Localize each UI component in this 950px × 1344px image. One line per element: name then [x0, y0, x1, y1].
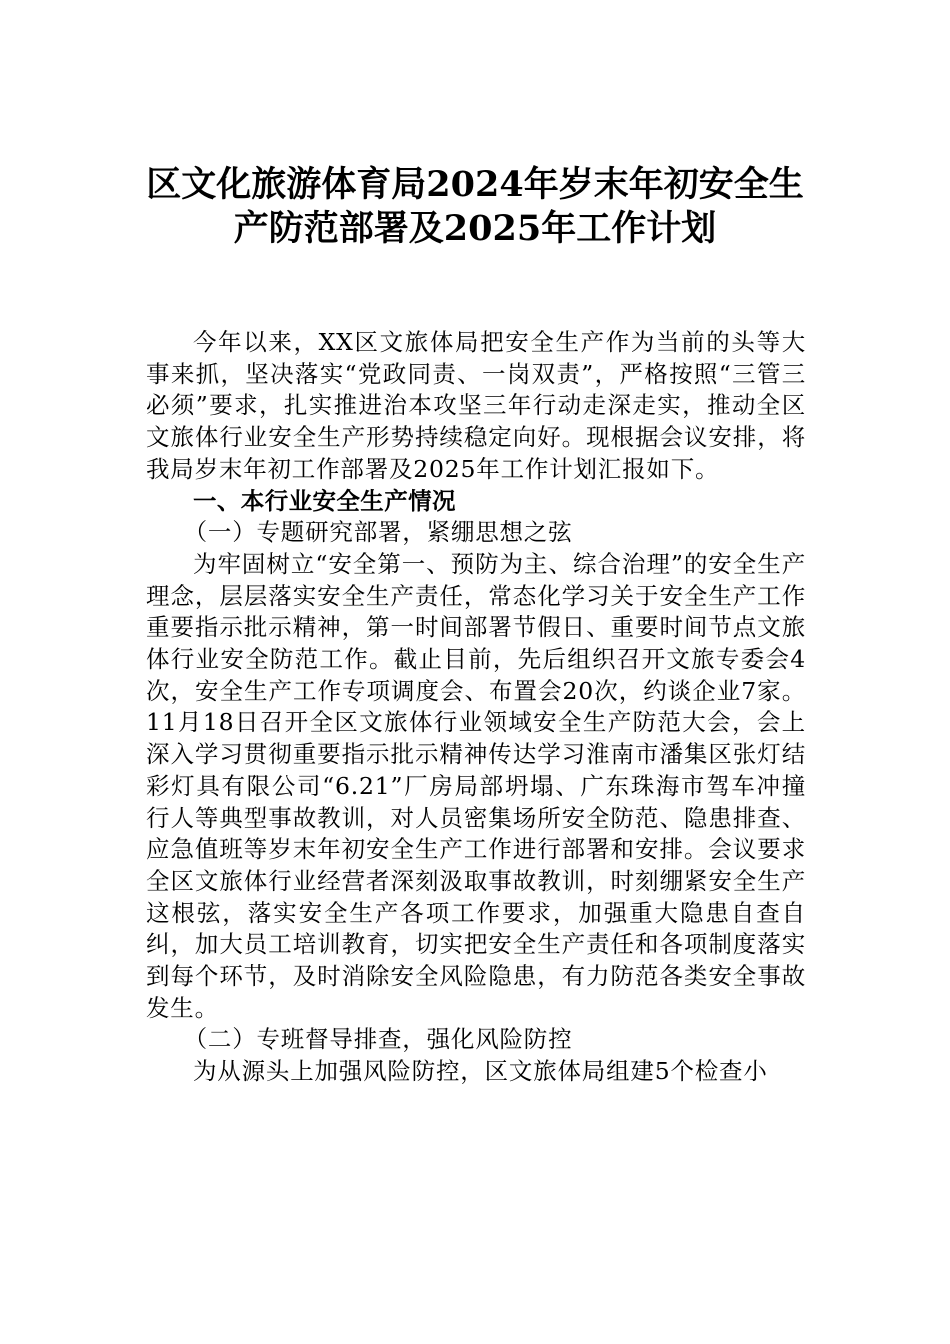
body-paragraph: 为牢固树立“安全第一、预防为主、综合治理”的安全生产理念，层层落实安全生产责任，常态化学习关于安全生产工作重要指示批示精神，第一时间部署节假日、重要时间节点文旅体行业安全防范工作。截止目前，先后组织召开文旅专委会4次，安全生产工作专项调度会、布置会20次，约谈企业7家。11月18日召开全区文旅体行业领域安全生产防范大会，会上深入学习贯彻重要指示批示精神传达学习淮南市潘集区张灯结彩灯具有限公司“6.21”厂房局部坍塌、广东珠海市驾车冲撞行人等典型事故教训，对人员密集场所安全防范、隐患排查、应急值班等岁末年初安全生产工作进行部署和安排。会议要求全区文旅体行业经营者深刻汲取事故教训，时刻绷紧安全生产这根弦，落实安全生产各项工作要求，加强重大隐患自查自纠，加大员工培训教育，切实把安全生产责任和各项制度落实到每个环节，及时消除安全风险隐患，有力防范各类安全事故发生。	[146, 549, 806, 1022]
body-paragraph: 为从源头上加强风险防控，区文旅体局组建5个检查小	[193, 1057, 768, 1086]
document-title-line2: 产防范部署及2025年工作计划	[233, 208, 717, 249]
section-heading-1: 一、本行业安全生产情况	[193, 486, 456, 515]
subsection-heading-2: （二）专班督导排查，强化风险防控	[183, 1025, 573, 1054]
document-body	[146, 327, 806, 1088]
document-title-line1: 区文化旅游体育局2024年岁末年初安全生	[146, 164, 804, 205]
subsection-heading-1: （一）专题研究部署，紧绷思想之弦	[183, 518, 573, 547]
intro-paragraph: 今年以来，XX区文旅体局把安全生产作为当前的头等大事来抓，坚决落实“党政同责、一岗双责”，严格按照“三管三必须”要求，扎实推进治本攻坚三年行动走深走实，推动全区文旅体行业安全生产形势持续稳定向好。现根据会议安排，将我局岁末年初工作部署及2025年工作计划汇报如下。	[146, 328, 806, 483]
